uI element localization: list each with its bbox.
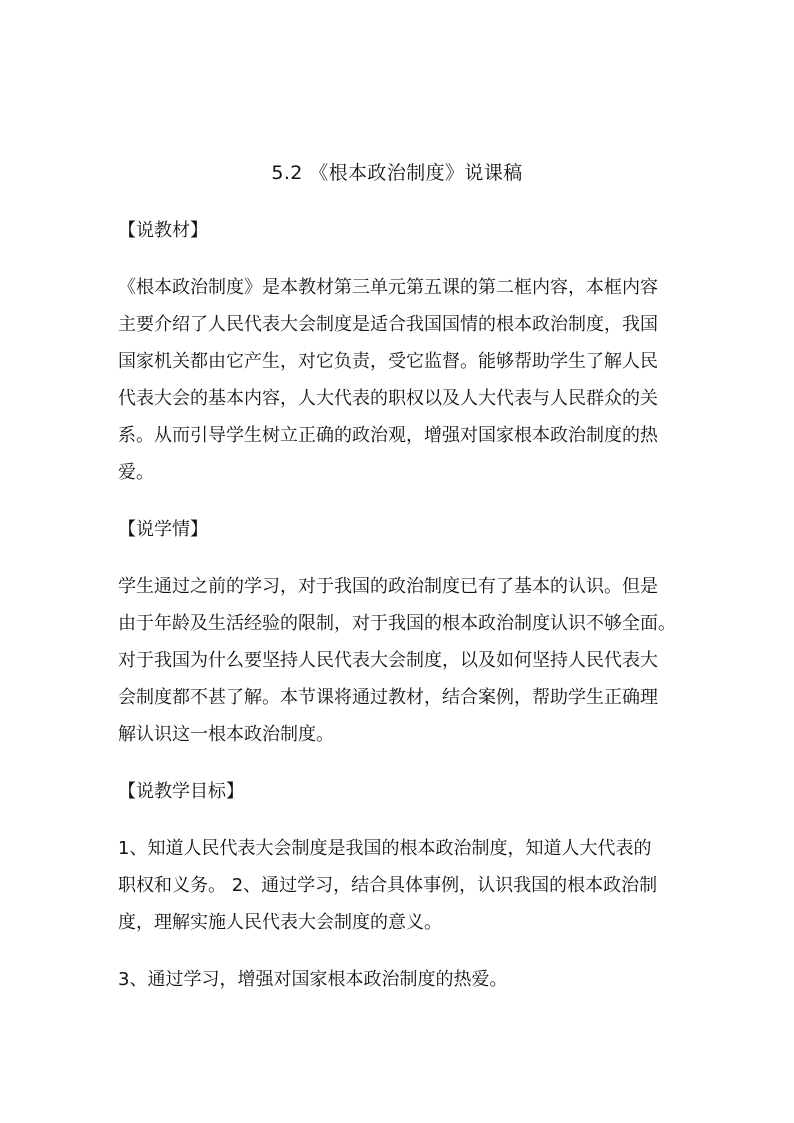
paragraph-line: 主要介绍了人民代表大会制度是适合我国国情的根本政治制度，我国 xyxy=(118,314,658,335)
section-heading-teaching-goals: 【说教学目标】 xyxy=(118,781,244,802)
paragraph-line: 由于年龄及生活经验的限制，对于我国的根本政治制度认识不够全面。 xyxy=(118,613,676,634)
student-analysis-paragraph xyxy=(118,568,676,753)
document-title: 5.2 《根本政治制度》说课稿 xyxy=(271,162,523,184)
section-heading-teaching-material: 【说教材】 xyxy=(118,220,208,241)
paragraph-line: 解认识这一根本政治制度。 xyxy=(118,724,334,745)
paragraph-line: 对于我国为什么要坚持人民代表大会制度，以及如何坚持人民代表大 xyxy=(118,650,658,671)
document-body xyxy=(118,212,676,998)
paragraph-line: 代表大会的基本内容，人大代表的职权以及人大代表与人民群众的关 xyxy=(118,388,658,409)
paragraph-line: 爱。 xyxy=(118,462,154,483)
paragraph-line: 《根本政治制度》是本教材第三单元第五课的第二框内容，本框内容 xyxy=(118,277,658,298)
teaching-material-paragraph xyxy=(118,269,676,491)
paragraph-line: 学生通过之前的学习，对于我国的政治制度已有了基本的认识。但是 xyxy=(118,576,658,597)
teaching-goals-paragraph xyxy=(118,830,676,941)
paragraph-line: 1、知道人民代表大会制度是我国的根本政治制度，知道人大代表的 xyxy=(118,838,652,859)
paragraph-line: 会制度都不甚了解。本节课将通过教材，结合案例，帮助学生正确理 xyxy=(118,687,658,708)
teaching-goal-3: 3、通过学习，增强对国家根本政治制度的热爱。 xyxy=(118,969,508,990)
section-heading-student-analysis: 【说学情】 xyxy=(118,519,208,540)
paragraph-line: 职权和义务。 2、通过学习，结合具体事例，认识我国的根本政治制 xyxy=(118,875,658,896)
paragraph-line: 度，理解实施人民代表大会制度的意义。 xyxy=(118,912,442,933)
paragraph-line: 国家机关都由它产生，对它负责，受它监督。能够帮助学生了解人民 xyxy=(118,351,658,372)
paragraph-line: 系。从而引导学生树立正确的政治观，增强对国家根本政治制度的热 xyxy=(118,425,658,446)
